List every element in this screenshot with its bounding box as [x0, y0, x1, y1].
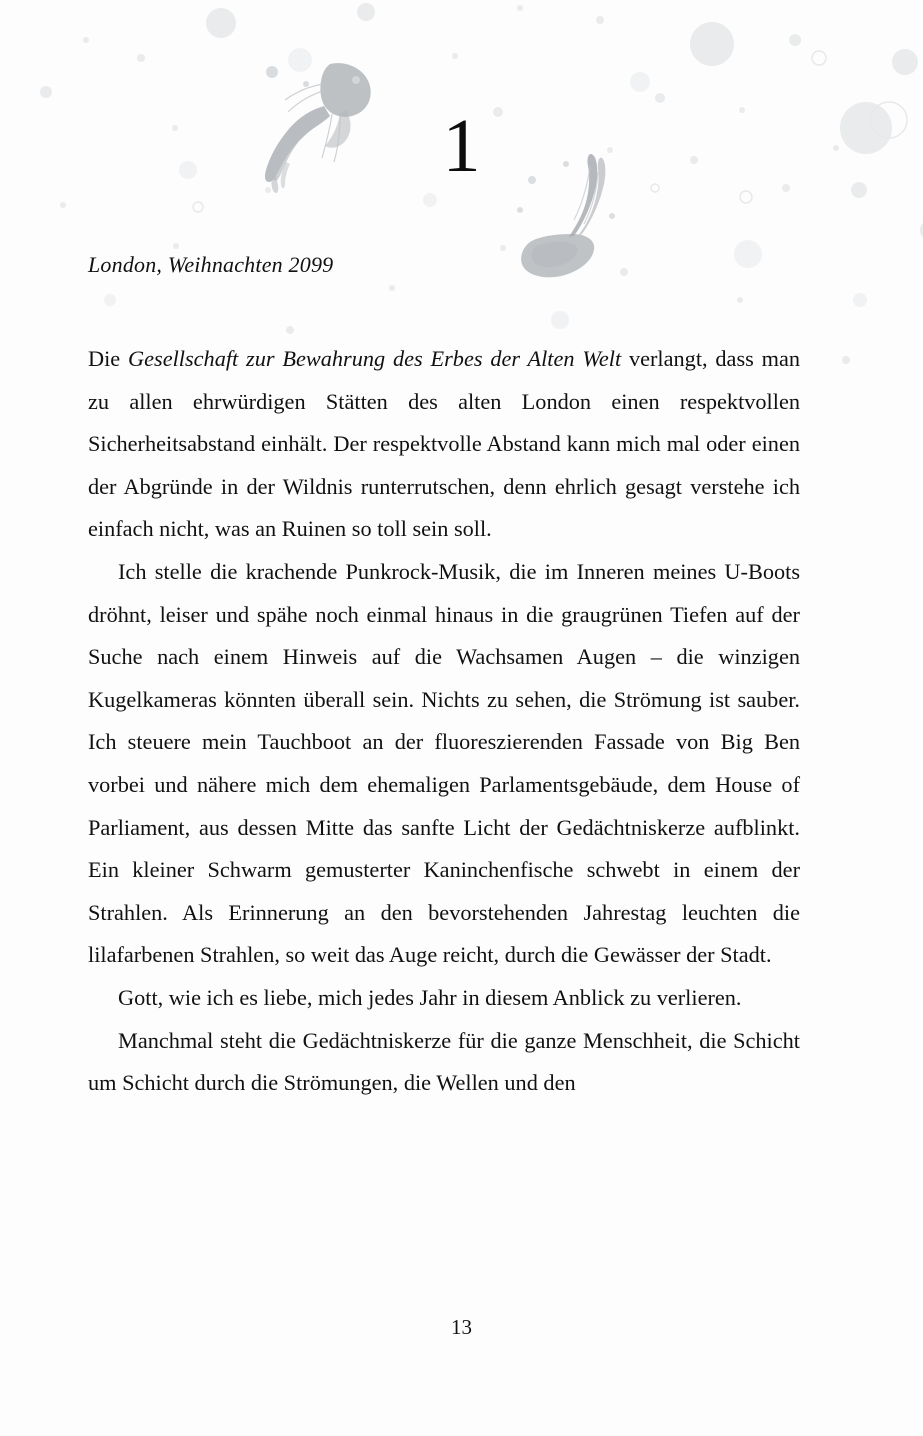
paragraph: Gott, wie ich es liebe, mich jedes Jahr in diesem Anblick zu verlieren. — [118, 984, 742, 1010]
jellyfish-left-icon — [252, 58, 382, 193]
chapter-dateline: London, Weihnachten 2099 — [88, 252, 334, 277]
paragraph: Die Gesellschaft zur Bewahrung des Erbes der Alten Welt verlangt, dass man zu allen ehrwürdigen Stätten des alten London einen respektvollen Sicherheitsabstand einhält. Der respektvolle Abstand kann mich mal oder einen der Abgründe in der Wildnis runterrutschen, denn ehrlich gesagt verstehe ich einfach nicht, was an Ruinen so toll sein soll. — [88, 346, 801, 542]
chapter-header — [0, 0, 923, 300]
page-number: 13 — [451, 1315, 472, 1339]
paragraph: Ich stelle die krachende Punkrock-Musik, die im Inneren meines U-Boots dröhnt, leiser und spähe noch einmal hinaus in die graugrünen Tiefen auf der Suche nach einem Hinweis auf die Wachsamen Augen – die winzigen Kugelkameras könnten überall sein. Nichts zu sehen, die Strömung ist sauber. Ich steuere mein Tauchboot an der fluoreszierenden Fassade von Big Ben vorbei und nähere mich dem ehemaligen Parlamentsgebäude, dem House of Parliament, aus dessen Mitte das sanfte Licht der Gedächtniskerze aufblinkt. Ein kleiner Schwarm gemusterter Kaninchenfische schwebt in einem der Strahlen. Als Erinnerung an den bevorstehenden Jahrestag leuchten die lilafarbenen Strahlen, so weit das Auge reicht, durch die Gewässer der Stadt. — [88, 558, 800, 968]
chapter-number: 1 — [442, 104, 481, 188]
jellyfish-right-icon — [512, 150, 624, 282]
paragraph: Manchmal steht die Gedächtniskerze für die ganze Menschheit, die Schicht um Schicht durch die Strömungen, die Wellen und den — [88, 1027, 800, 1096]
body-text — [88, 338, 800, 1105]
